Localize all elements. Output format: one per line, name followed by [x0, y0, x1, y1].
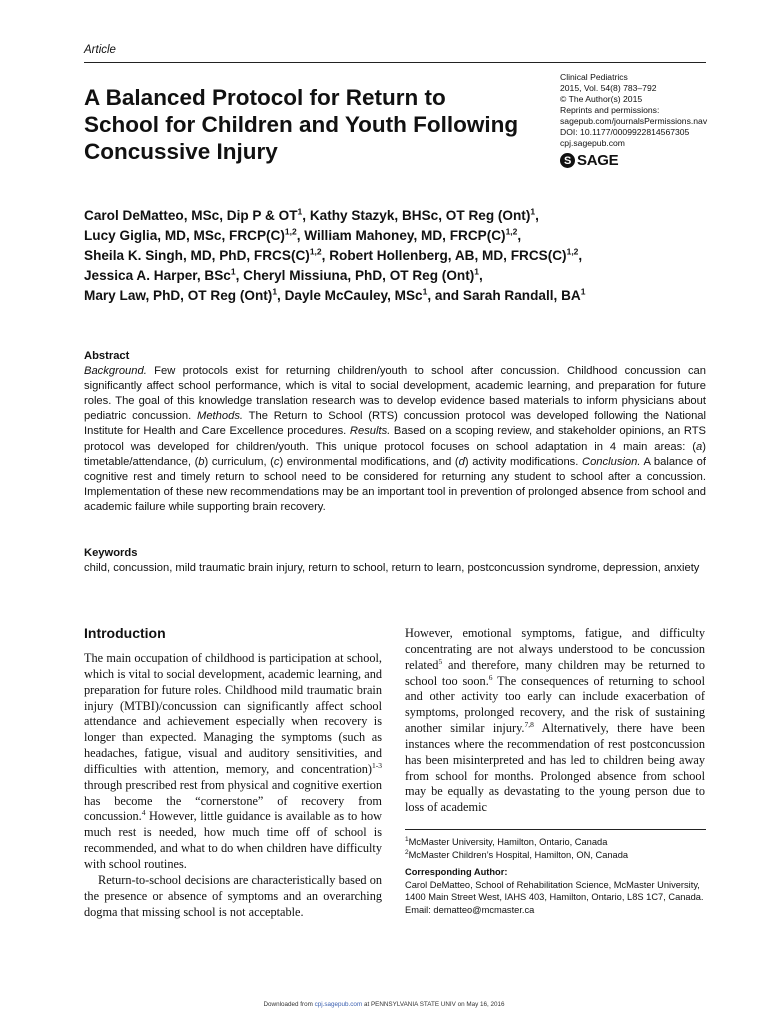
affiliation-text: McMaster Children’s Hospital, Hamilton, ON, Canada — [408, 849, 629, 860]
author-affiliation: 1 — [530, 206, 536, 217]
article-type-label: Article — [84, 44, 116, 56]
doi[interactable]: DOI: 10.1177/0009922814567305 — [560, 127, 690, 137]
keywords-heading: Keywords — [84, 547, 138, 559]
footnotes — [405, 836, 706, 917]
corresponding-author-heading: Corresponding Author: — [405, 867, 508, 878]
abstract-methods: The Return to School (RTS) concussion protocol was developed following the National Institute for Health and Care Excellence procedures. — [84, 410, 707, 438]
body-text: The main occupation of childhood is participation at school, which is vital to social development, academic learning, and preparation for future roles. Childhood mild traumatic brain injury (MTBI)/concussion can significantly affect school attendance and achievement especially when recovery is longer than expected. Managing the symptoms (such as headaches, fatigue, visual and auditory sensitivities, and difficulties with attention, memory, and concentration) — [84, 651, 382, 776]
download-prefix: Downloaded from — [263, 1001, 313, 1008]
paper-title: A Balanced Protocol for Return to School for Children and Youth Following Concussive Injury — [84, 85, 519, 164]
author-name: Robert Hollenberg, AB, MD, FRCS(C) — [329, 248, 567, 263]
body-text: However, emotional symptoms, fatigue, and difficulty concentrating are not always understood to be concussion related — [405, 626, 705, 672]
sage-logo-text: SAGE — [577, 152, 619, 169]
list-marker: b — [198, 455, 205, 468]
body-text: and therefore, many children may be returned to school too soon. — [405, 657, 705, 688]
citation-ref[interactable]: 5 — [438, 656, 443, 666]
abstract-body — [84, 364, 706, 515]
abstract-results: ) environmental modifications, and ( — [279, 455, 459, 468]
author-name: Sheila K. Singh, MD, PhD, FRCS(C) — [84, 248, 310, 263]
citation-ref[interactable]: 4 — [141, 808, 146, 818]
abstract-results-label: Results. — [349, 425, 391, 438]
body-text: Alternatively, there have been instances where the recommendation of rest postconcussion has been misinterpreted and has led to children being away from school for months. Prolonged absence from school may be equally as devastating to the young person due to loss of academic — [405, 721, 705, 815]
affiliation-number: 1 — [405, 835, 409, 843]
author-affiliation: 1 — [230, 266, 236, 277]
body-paragraph — [405, 626, 705, 816]
download-suffix: at PENNSYLVANIA STATE UNIV on May 16, 2016 — [363, 1001, 505, 1008]
citation-ref[interactable]: 6 — [488, 672, 493, 682]
body-column-right — [405, 626, 705, 816]
corresponding-author-address: Carol DeMatteo, School of Rehabilitation Science, McMaster University, 1400 Main Street West, IAHS 403, Hamilton, Ontario, L8S 1C7, Canada. — [405, 879, 704, 903]
author-affiliation: 1 — [422, 286, 428, 297]
download-notice — [0, 1001, 768, 1008]
author-list: Carol DeMatteo, MSc, Dip P & $OT^1$, Kathy Stazyk, BHSc, OT Reg (Ont)$^1$, Lucy Giglia, MD, MSc, $FRCP(C)^{1,2}$, William Mahoney, MD, $FRCP(C)^{1,2}$, Sheila K. Singh, MD, PhD, $FRCS(C)^{1,2}$, Robert Hollenberg, AB, MD, $FRCS(C)^{1,2}$, Jessica A. Harper, BSc$^1$, Cheryl Missiuna, PhD, OT Reg (Ont)$^1$, Mary Law, PhD, OT Reg (Ont)$^1$, Dayle McCauley, MSc$^1$, and Sarah Randall, $BA^1$ — [84, 206, 586, 303]
author-name: William Mahoney, MD, FRCP(C) — [304, 228, 506, 243]
body-text: However, little guidance is available as to how much rest is needed, how much time off of school is recommended, and what to do when children have difficulty with school routines. — [84, 809, 382, 871]
author-name: Cheryl Missiuna, PhD, OT Reg (Ont) — [243, 268, 475, 283]
author-affiliation: 1,2 — [309, 246, 322, 257]
body-paragraph: Return-to-school decisions are characteristically based on the presence or absence of symptoms and an overarching dogma that missing school is not acceptable. — [84, 872, 382, 919]
list-marker: a — [696, 440, 703, 453]
list-marker: c — [273, 455, 280, 468]
abstract-conclusion-label: Conclusion. — [582, 455, 641, 468]
affiliation-1 — [405, 836, 706, 849]
affiliation-number: 2 — [405, 848, 409, 856]
author-name: Mary Law, PhD, OT Reg (Ont) — [84, 288, 273, 303]
abstract — [84, 349, 706, 515]
download-link[interactable]: cpj.sagepub.com — [314, 1001, 363, 1008]
author-name: Lucy Giglia, MD, MSc, FRCP(C) — [84, 228, 285, 243]
abstract-results: ) timetable/attendance, ( — [84, 440, 706, 468]
journal-site[interactable]: cpj.sagepub.com — [560, 138, 625, 148]
reprints-label: Reprints and permissions: — [560, 105, 660, 115]
author-name: Dayle McCauley, MSc — [284, 288, 423, 303]
sage-logo — [560, 152, 618, 169]
citation-ref[interactable]: 7,8 — [524, 719, 534, 729]
journal-name: Clinical Pediatrics — [560, 72, 628, 82]
citation-ref[interactable]: 1-3 — [372, 760, 382, 770]
author-name: Jessica A. Harper, BSc — [84, 268, 231, 283]
author-affiliation: 1 — [272, 286, 278, 297]
body-text: The consequences of returning to school and other activity too early can include exacerbation of symptoms, prolonged recovery, and the risk of sustaining another similar injury. — [405, 673, 705, 736]
author-affiliation: 1 — [580, 286, 586, 297]
author-affiliation: 1,2 — [284, 226, 297, 237]
affiliation-2 — [405, 849, 706, 862]
abstract-results: ) activity modifications. — [464, 455, 579, 468]
abstract-conclusion: A balance of cognitive rest and timely return to school need to be considered for returning any student to school after a concussion. Implementation of these new recommendations may be an important tool in prevention of prolonged absence from school and academic failure while supporting brain recovery. — [84, 455, 707, 513]
corresponding-author-email[interactable]: Email: dematteo@mcmaster.ca — [405, 904, 535, 915]
section-heading-introduction: Introduction — [84, 625, 166, 641]
copyright: © The Author(s) 2015 — [560, 94, 643, 104]
footnote-rule — [405, 829, 706, 830]
reprints-url[interactable]: sagepub.com/journalsPermissions.nav — [560, 116, 708, 126]
sage-logo-icon: S — [560, 153, 575, 168]
body-paragraph — [84, 651, 382, 873]
abstract-results: Based on a scoping review, and stakeholder opinions, an RTS protocol was developed for children/youth. This unique protocol focuses on school adaptation in 4 main areas: ( — [84, 425, 707, 453]
keywords — [84, 546, 706, 576]
abstract-methods-label: Methods. — [197, 410, 244, 423]
author-affiliation: 1 — [474, 266, 480, 277]
affiliation-text: McMaster University, Hamilton, Ontario, Canada — [408, 837, 608, 847]
author-affiliation: 1,2 — [566, 246, 579, 257]
abstract-heading: Abstract — [84, 350, 130, 362]
body-text: through prescribed rest from physical and cognitive exertion has become the “cornerstone” of recovery from concussion. — [84, 777, 382, 824]
abstract-background-label: Background. — [84, 365, 147, 378]
abstract-results: ) curriculum, ( — [204, 455, 274, 468]
author-affiliation: 1,2 — [505, 226, 518, 237]
author-name: Kathy Stazyk, BHSc, OT Reg (Ont) — [309, 208, 531, 223]
journal-volume: 2015, Vol. 54(8) 783–792 — [560, 83, 657, 93]
author-name: Carol DeMatteo, MSc, Dip P & OT — [84, 208, 298, 223]
body-column-left — [84, 651, 382, 920]
list-marker: d — [458, 455, 465, 468]
author-name: Sarah Randall, BA — [462, 288, 581, 303]
header-rule — [84, 62, 706, 63]
keywords-list: child, concussion, mild traumatic brain injury, return to school, return to learn, postconcussion syndrome, depression, anxiety — [84, 562, 700, 575]
author-affiliation: 1 — [297, 206, 303, 217]
abstract-background: Few protocols exist for returning children/youth to school after concussion. Childhood concussion can significantly affect school performance, which is vital to social development, academic learning, and preparation for future roles. The goal of this knowledge translation research was to develop evidence based materials to inform physicians about pediatric concussion. — [84, 365, 706, 423]
journal-meta — [560, 72, 720, 149]
author-conjunction: and — [434, 288, 460, 303]
